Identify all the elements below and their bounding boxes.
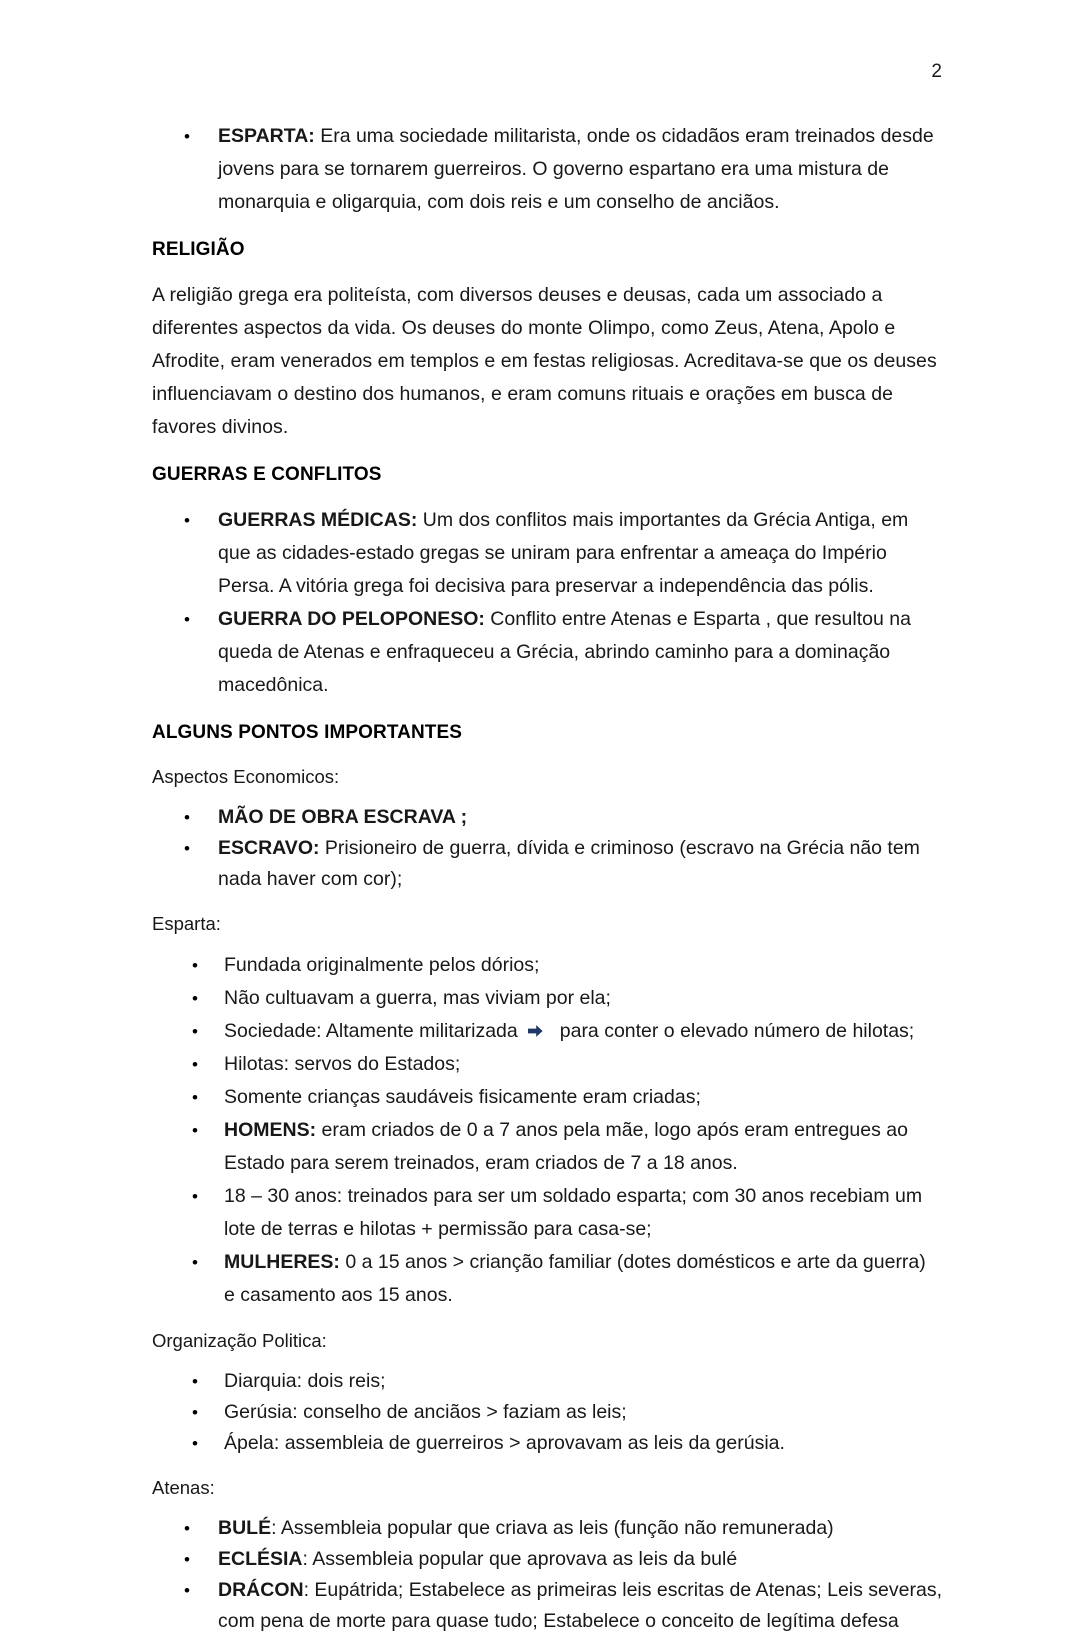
bullet-lead: GUERRA DO PELOPONESO: xyxy=(218,608,485,630)
list-item xyxy=(152,504,942,603)
guerras-list xyxy=(152,504,942,702)
bullet-text: Um dos conflitos mais importantes da Grécia Antiga, em que as cidades-estado gregas se uniram para enfrentar a ameaça do Império Persa. A vitória grega foi decisiva para preservar a independência das pólis. xyxy=(218,509,909,597)
bullet-lead: ESCRAVO: xyxy=(218,837,320,859)
organizacao-politica-list xyxy=(152,1366,942,1459)
list-item xyxy=(152,802,942,833)
bullet-lead: BULÉ xyxy=(218,1517,272,1539)
document-body xyxy=(152,120,942,1637)
bullet-text: Era uma sociedade militarista, onde os cidadãos eram treinados desde jovens para se tornarem guerreiros. O governo espartano era uma mistura de monarquia e oligarquia, com dois reis e um conselho de anciãos. xyxy=(218,125,934,213)
esparta-list xyxy=(152,949,942,1312)
label-aspectos-economicos: Aspectos Economicos: xyxy=(152,766,340,787)
bullet-lead: ESPARTA: xyxy=(218,125,315,147)
list-item xyxy=(152,1428,942,1459)
paragraph-religiao: A religião grega era politeísta, com diversos deuses e deusas, cada um associado a diferentes aspectos da vida. Os deuses do monte Olimpo, como Zeus, Atena, Apolo e Afrodite, eram venerados em templos e em festas religiosas. Acreditava-se que os deuses influenciavam o destino dos humanos, e eram comuns rituais e orações em busca de favores divinos. xyxy=(152,284,937,438)
list-item xyxy=(152,1048,942,1081)
bullet-text: Ápela: assembleia de guerreiros > aprovavam as leis da gerúsia. xyxy=(224,1432,785,1454)
bullet-text: eram criados de 0 a 7 anos pela mãe, logo após eram entregues ao Estado para serem treinados, eram criados de 7 a 18 anos. xyxy=(224,1119,908,1174)
list-item xyxy=(152,1114,942,1180)
bullet-text: : Assembleia popular que criava as leis (função não remunerada) xyxy=(271,1517,834,1539)
list-item xyxy=(152,1513,942,1544)
bullet-text: Gerúsia: conselho de anciãos > faziam as leis; xyxy=(224,1401,627,1423)
label-organizacao-politica: Organização Politica: xyxy=(152,1330,327,1351)
bullet-text: Não cultuavam a guerra, mas viviam por ela; xyxy=(224,987,611,1009)
list-item xyxy=(152,1246,942,1312)
atenas-list xyxy=(152,1513,942,1637)
bullet-text: Diarquia: dois reis; xyxy=(224,1370,386,1392)
label-atenas: Atenas: xyxy=(152,1477,215,1498)
bullet-lead: HOMENS: xyxy=(224,1119,317,1141)
heading-guerras: GUERRAS E CONFLITOS xyxy=(152,464,382,485)
bullet-text: : Assembleia popular que aprovava as leis da bulé xyxy=(302,1548,738,1570)
bullet-text: : Eupátrida; Estabelece as primeiras leis escritas de Atenas; Leis severas, com pena de morte para quase tudo; Estabelece o conceito de legítima defesa xyxy=(218,1579,942,1632)
bullet-lead: MÃO DE OBRA ESCRAVA ; xyxy=(218,806,468,828)
list-item xyxy=(152,1366,942,1397)
bullet-lead: DRÁCON xyxy=(218,1579,304,1601)
list-item xyxy=(152,1180,942,1246)
list-item xyxy=(152,949,942,982)
aspectos-economicos-list xyxy=(152,802,942,895)
bullet-text: Fundada originalmente pelos dórios; xyxy=(224,954,540,976)
label-esparta: Esparta: xyxy=(152,913,221,934)
bullet-lead: MULHERES: xyxy=(224,1251,340,1273)
list-item xyxy=(152,1015,942,1048)
esparta-intro-list xyxy=(152,120,942,219)
heading-religiao: RELIGIÃO xyxy=(152,239,245,260)
list-item xyxy=(152,603,942,702)
list-item xyxy=(152,982,942,1015)
heading-pontos-importantes: ALGUNS PONTOS IMPORTANTES xyxy=(152,722,463,743)
bullet-lead: GUERRAS MÉDICAS: xyxy=(218,509,418,531)
list-item xyxy=(152,1544,942,1575)
bullet-text: Conflito entre Atenas e Esparta , que resultou na queda de Atenas e enfraqueceu a Grécia, abrindo caminho para a dominação macedônica. xyxy=(218,608,911,696)
bullet-text: 18 – 30 anos: treinados para ser um soldado esparta; com 30 anos recebiam um lote de terras e hilotas + permissão para casa-se; xyxy=(224,1185,923,1240)
bullet-text-after: para conter o elevado número de hilotas; xyxy=(559,1020,915,1042)
bullet-text: Prisioneiro de guerra, dívida e criminoso (escravo na Grécia não tem nada haver com cor); xyxy=(218,837,920,890)
bullet-lead: ECLÉSIA xyxy=(218,1548,303,1570)
bullet-text: Sociedade: Altamente militarizada xyxy=(224,1020,518,1042)
list-item xyxy=(152,1081,942,1114)
arrow-right-icon xyxy=(524,1024,554,1038)
list-item xyxy=(152,833,942,895)
bullet-text: Somente crianças saudáveis fisicamente eram criadas; xyxy=(224,1086,701,1108)
list-item xyxy=(152,1397,942,1428)
list-item xyxy=(152,1575,942,1637)
page-number: 2 xyxy=(931,61,942,82)
list-item xyxy=(152,120,942,219)
bullet-text: 0 a 15 anos > crianção familiar (dotes domésticos e arte da guerra) e casamento aos 15 anos. xyxy=(224,1251,926,1306)
bullet-text: Hilotas: servos do Estados; xyxy=(224,1053,461,1075)
